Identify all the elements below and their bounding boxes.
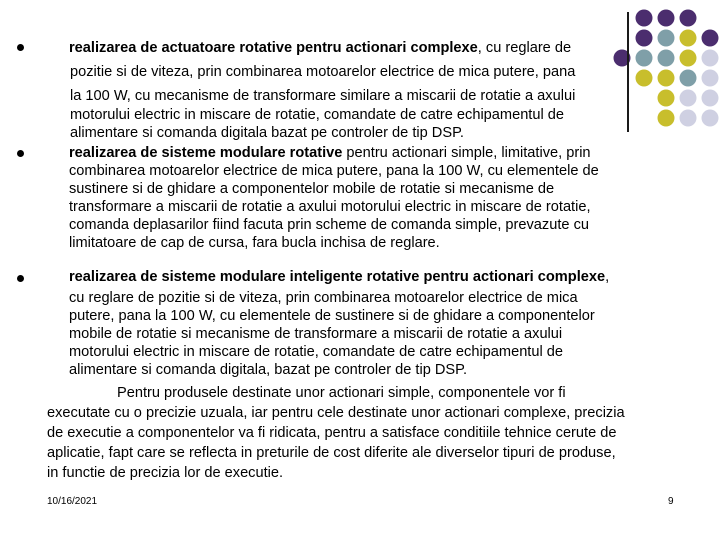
- bullet-2-marker: [17, 150, 24, 157]
- decorative-dot: [658, 90, 675, 107]
- bullet-2-line-5: comanda deplasarilor fiind facuta prin scheme de comanda simple, prevazute cu: [69, 217, 589, 233]
- bullet-1-bold-text: realizarea de actuatoare rotative pentru actionari complexe: [69, 40, 478, 56]
- decorative-dot: [680, 10, 697, 27]
- bullet-3-line-4: mobile de rotatie si mecanisme de transformare a miscarii de rotatie a axului: [69, 326, 563, 342]
- bullet-3-line-5: motorului electric in miscare de rotatie, comandate de catre echipamentul de: [69, 344, 564, 360]
- paragraph-line-5: in functie de precizia lor de executie.: [47, 465, 284, 481]
- paragraph-line-4: aplicatie, fapt care se reflecta in preturile de cost diferite ale diverselor tipuri de produse,: [47, 445, 616, 461]
- decorative-dot: [636, 70, 653, 87]
- decorative-dot: [636, 10, 653, 27]
- bullet-1-line-5: alimentare si comanda digitala bazat pe controler de tip DSP.: [70, 125, 464, 141]
- bullet-3-bold-text: realizarea de sisteme modulare inteligente rotative pentru actionari complexe: [69, 269, 606, 285]
- decorative-dot: [680, 110, 697, 127]
- decorative-dot: [702, 90, 719, 107]
- decorative-dot: [658, 50, 675, 67]
- decorative-dot: [680, 90, 697, 107]
- bullet-1-line-2: pozitie si de viteza, prin combinarea motoarelor electrice de mica putere, pana: [70, 64, 576, 80]
- bullet-1-line-3: la 100 W, cu mecanisme de transformare similare a miscarii de rotatie a axului: [70, 88, 576, 104]
- bullet-2-line-6: limitatoare de cap de cursa, fara bucla inchisa de reglare.: [69, 235, 440, 251]
- bullet-2-line-2: combinarea motoarelor electrice de mica putere, pana la 100 W, cu elementele de: [69, 163, 599, 179]
- decorative-dot: [658, 30, 675, 47]
- bullet-3-line-1: [69, 268, 609, 286]
- footer-date: 10/16/2021: [47, 496, 98, 507]
- bullet-2-text: pentru actionari simple, limitative, prin: [342, 145, 591, 161]
- decorative-dot: [702, 110, 719, 127]
- decorative-dot: [658, 70, 675, 87]
- decorative-vertical-line: [627, 12, 629, 132]
- paragraph-line-2: executate cu o precizie uzuala, iar pentru cele destinate unor actionari complexe, precizia: [47, 405, 625, 421]
- decorative-dot: [702, 30, 719, 47]
- decorative-dot: [658, 10, 675, 27]
- bullet-2-line-4: transformare a miscarii de rotatie a axului motorului electric in miscare de rotatie,: [69, 199, 591, 215]
- paragraph-line-1: Pentru produsele destinate unor actionari simple, componentele vor fi: [117, 385, 566, 401]
- bullet-3-line-2: cu reglare de pozitie si de viteza, prin combinarea motoarelor electrice de mica: [69, 290, 578, 306]
- bullet-2-bold-text: realizarea de sisteme modulare rotative: [69, 145, 343, 161]
- bullet-3-marker: [17, 275, 24, 282]
- bullet-3-line-3: putere, pana la 100 W, cu elementele de sustinere si de ghidare a componentelor: [69, 308, 595, 324]
- decorative-dot: [702, 70, 719, 87]
- decorative-dot: [680, 50, 697, 67]
- decorative-dot: [636, 30, 653, 47]
- bullet-3-text: ,: [605, 269, 610, 285]
- bullet-1-text: , cu reglare de: [477, 40, 572, 56]
- bullet-1-line-1: [69, 39, 571, 57]
- bullet-1-line-4: motorului electric in miscare de rotatie, comandate de catre echipamentul de: [70, 107, 565, 123]
- bullet-2-line-3: sustinere si de ghidare a componentelor mobile de rotatie si mecanisme de: [69, 181, 555, 197]
- decorative-dot: [702, 50, 719, 67]
- paragraph-line-3: de executie a componentelor va fi ridicata, pentru a satisface conditiile tehnice cerute de: [47, 425, 617, 441]
- footer-page-number: 9: [668, 496, 674, 507]
- bullet-2-line-1: [69, 144, 591, 162]
- bullet-3-line-6: alimentare si comanda digitala, bazat pe controler de tip DSP.: [69, 362, 468, 378]
- decorative-dot: [680, 70, 697, 87]
- bullet-1-marker: [17, 44, 24, 51]
- decorative-dot: [680, 30, 697, 47]
- decorative-dot: [636, 50, 653, 67]
- decorative-dot: [658, 110, 675, 127]
